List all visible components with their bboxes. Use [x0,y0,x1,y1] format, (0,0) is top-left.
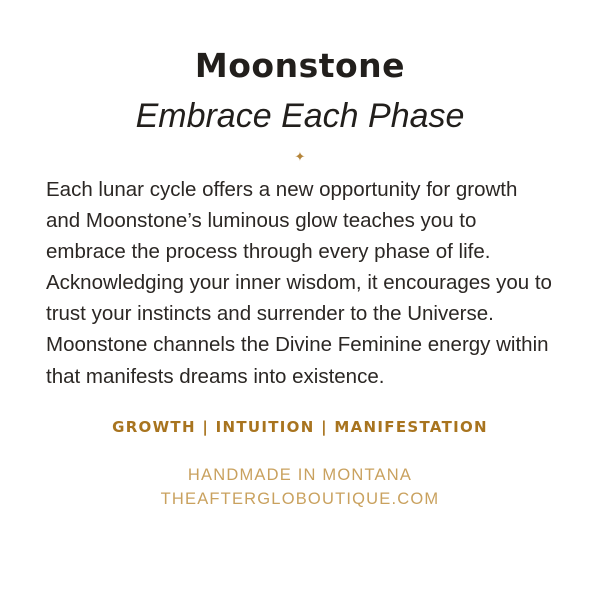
footer-origin: HANDMADE IN MONTANA [187,465,413,484]
page-title: Moonstone [194,46,406,85]
body-paragraph: Each lunar cycle offers a new opportunity for growth and Moonstone’s luminous glow teaches you to embrace the process through every phase of life. Acknowledging your inner wisdom, it encourages you to trust your instincts and surrender to the Universe. Moonstone channels the Divine Feminine energy within that manifests dreams into existence. [46,177,552,388]
footer [161,464,440,512]
ornament-divider-icon: ✦ [294,148,306,164]
footer-website: THEAFTERGLOBOUTIQUE.COM [160,489,440,508]
page-subtitle: Embrace Each Phase [135,97,465,136]
keywords-line: GROWTH | INTUITION | MANIFESTATION [112,417,488,436]
